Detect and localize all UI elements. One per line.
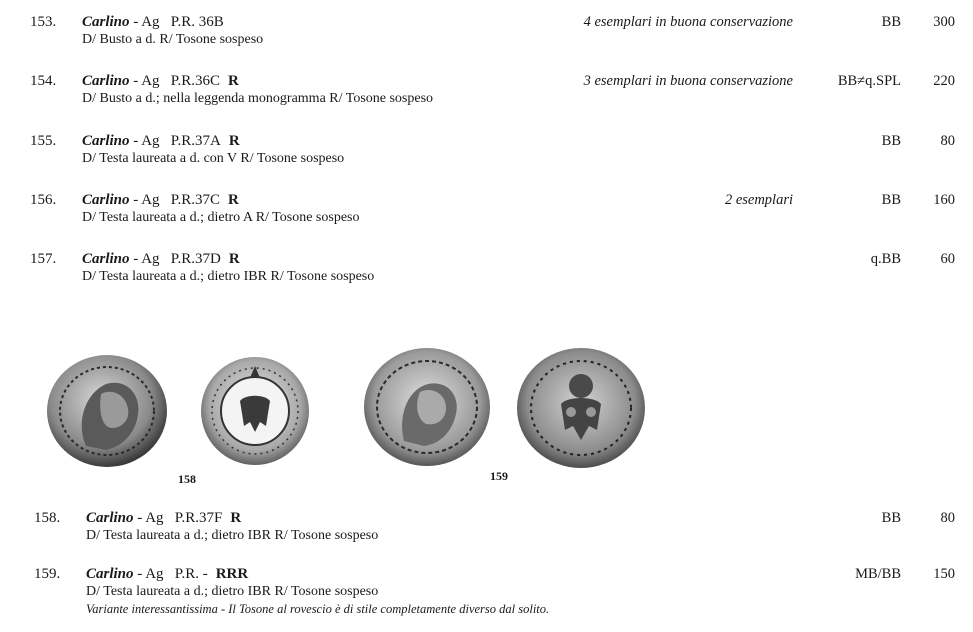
lot-title [82, 133, 240, 150]
lot-price: 60 [940, 251, 955, 267]
lot-description: D/ Testa laureata a d.; dietro IBR R/ Tosone sospeso [86, 584, 379, 599]
lot-number: 157. [30, 251, 57, 267]
lot-description: D/ Testa laureata a d.; dietro A R/ Tosone sospeso [82, 210, 360, 225]
lot-grade: BB [881, 192, 901, 208]
rarity: R [228, 251, 240, 267]
lot-grade: BB [881, 14, 901, 30]
metal: - Ag [133, 192, 160, 208]
lot-title [82, 192, 239, 209]
plate-label-159: 159 [490, 469, 508, 483]
lot-156 [0, 192, 973, 232]
lot-grade: BB≠q.SPL [837, 73, 901, 89]
metal: - Ag [133, 73, 160, 89]
coin-name: Carlino [82, 73, 130, 89]
coin-name: Carlino [82, 192, 130, 208]
lot-title [82, 14, 224, 31]
metal: - Ag [133, 133, 160, 149]
metal: - Ag [133, 14, 160, 30]
coin-name: Carlino [82, 133, 130, 149]
rarity: R [227, 73, 239, 89]
reference: P.R.36C [170, 73, 220, 89]
lot-number: 155. [30, 133, 57, 149]
coin-name: Carlino [82, 14, 130, 30]
lot-price: 300 [933, 14, 955, 30]
lot-grade: BB [881, 133, 901, 149]
coin-name: Carlino [86, 510, 134, 526]
lot-description: D/ Busto a d. R/ Tosone sospeso [82, 32, 264, 47]
lot-description: D/ Testa laureata a d.; dietro IBR R/ Tosone sospeso [86, 528, 379, 543]
lot-note: 3 esemplari in buona conservazione [583, 73, 793, 89]
metal: - Ag [133, 251, 160, 267]
reference: P.R.37F [174, 510, 223, 526]
lot-description: D/ Busto a d.; nella leggenda monogramma R/ Tosone sospeso [82, 91, 434, 106]
reference: P.R. 36B [170, 14, 224, 30]
lot-158 [0, 510, 973, 550]
coin-name: Carlino [82, 251, 130, 267]
reference: P.R.37C [170, 192, 220, 208]
lot-note: 4 esemplari in buona conservazione [583, 14, 793, 30]
lot-number: 153. [30, 14, 57, 30]
metal: - Ag [137, 566, 164, 582]
rarity: RRR [215, 566, 249, 582]
lot-title [86, 566, 248, 583]
lot-number: 156. [30, 192, 57, 208]
lot-number: 154. [30, 73, 57, 89]
coin-158-reverse-image [200, 356, 310, 466]
lot-price: 160 [933, 192, 955, 208]
reference: P.R. - [174, 566, 208, 582]
lot-price: 80 [940, 510, 955, 526]
lot-title [82, 73, 239, 90]
lot-price: 150 [933, 566, 955, 582]
lot-157 [0, 251, 973, 291]
rarity: R [230, 510, 242, 526]
lot-extra-note: Variante interessantissima - Il Tosone al rovescio è di stile completamente diverso dal solito. [86, 602, 550, 616]
lot-title [86, 510, 241, 527]
coin-158-obverse-image [46, 354, 168, 468]
lot-title [82, 251, 240, 268]
metal: - Ag [137, 510, 164, 526]
lot-number: 159. [34, 566, 61, 582]
reference: P.R.37A [170, 133, 221, 149]
lot-number: 158. [34, 510, 61, 526]
lot-price: 220 [933, 73, 955, 89]
lot-price: 80 [940, 133, 955, 149]
lot-description: D/ Testa laureata a d.; dietro IBR R/ Tosone sospeso [82, 269, 375, 284]
coin-159-reverse-image [515, 346, 647, 470]
lot-153 [0, 14, 973, 54]
lot-155 [0, 133, 973, 173]
lot-grade: q.BB [870, 251, 901, 267]
rarity: R [228, 133, 240, 149]
lot-description: D/ Testa laureata a d. con V R/ Tosone sospeso [82, 151, 345, 166]
lot-grade: BB [881, 510, 901, 526]
lot-159 [0, 566, 973, 626]
plate-label-158: 158 [178, 472, 196, 486]
reference: P.R.37D [170, 251, 221, 267]
lot-note: 2 esemplari [724, 192, 793, 208]
lot-grade: MB/BB [855, 566, 901, 582]
lot-154 [0, 73, 973, 113]
coin-159-obverse-image [362, 346, 492, 468]
rarity: R [227, 192, 239, 208]
coin-name: Carlino [86, 566, 134, 582]
